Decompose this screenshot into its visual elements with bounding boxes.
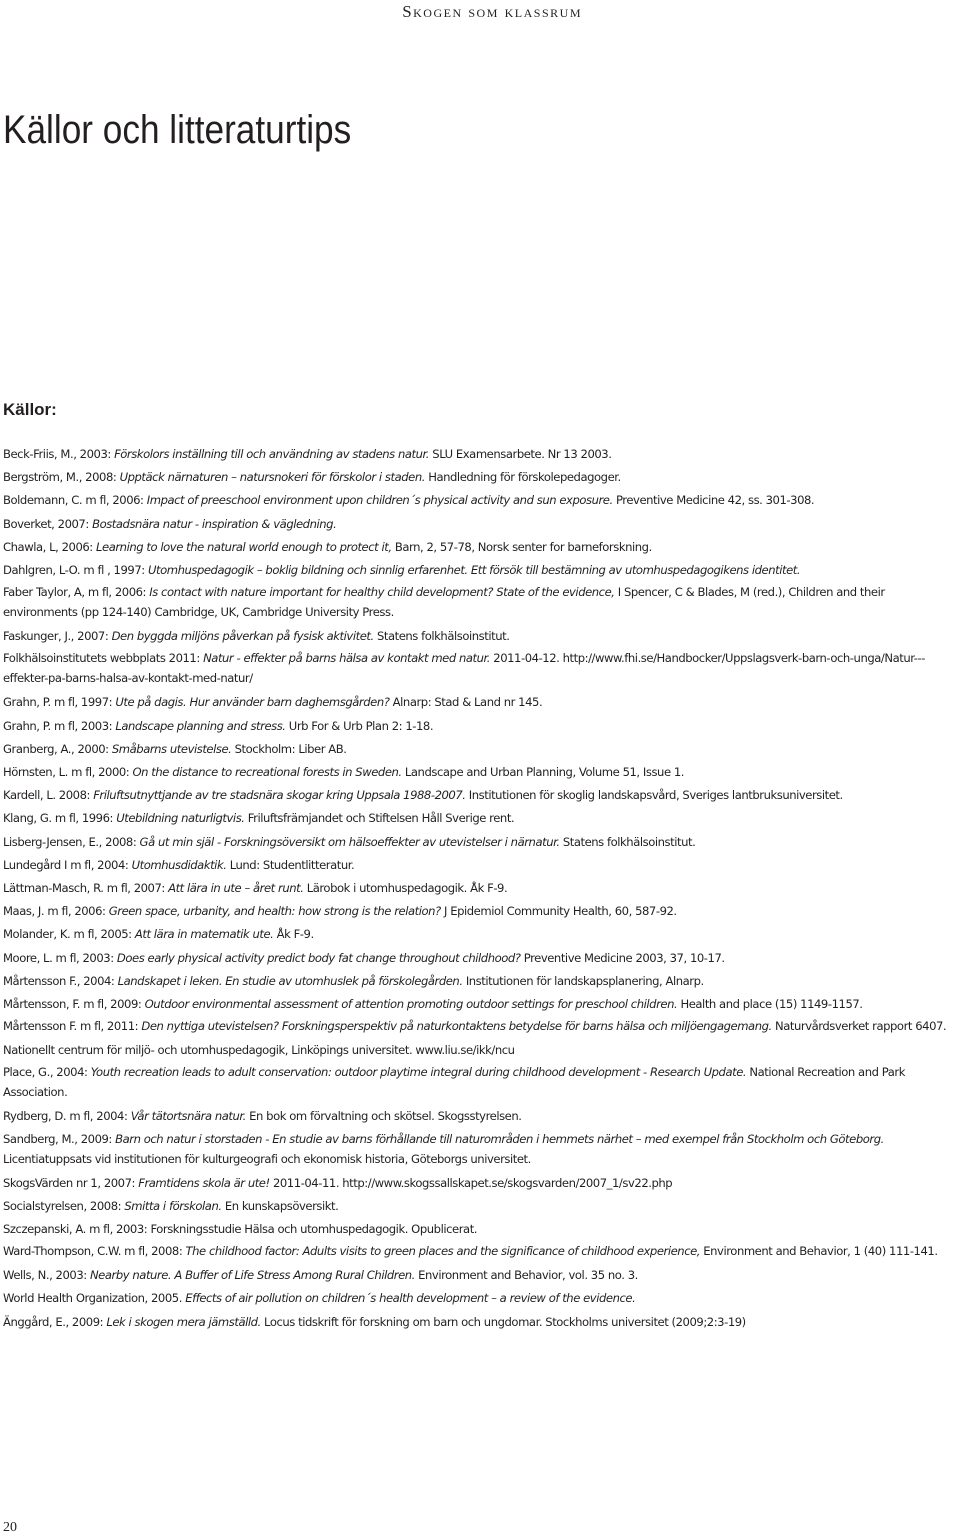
reference-item	[3, 443, 960, 466]
reference-author: Szczepanski, A. m fl, 2003: Forskningsstudie Hälsa och utomhuspedagogik. Opublicerat.	[3, 1222, 478, 1237]
reference-title: Småbarns utevistelse.	[111, 741, 232, 756]
reference-title: Smitta i förskolan.	[124, 1198, 222, 1213]
reference-item	[3, 1129, 960, 1169]
reference-item	[3, 1062, 960, 1102]
reference-details: Lund: Studentlitteratur.	[226, 857, 355, 872]
reference-author: Kardell, L. 2008:	[3, 788, 94, 803]
reference-details: Statens folkhälsoinstitut.	[373, 629, 510, 644]
reference-title: Ute på dagis. Hur använder barn daghemsgården?	[115, 695, 390, 710]
reference-item	[3, 513, 960, 536]
reference-author: Lundegård I m fl, 2004:	[3, 857, 132, 872]
reference-list	[3, 443, 960, 1334]
reference-item	[3, 1039, 960, 1062]
reference-details: Naturvårdsverket rapport 6407.	[771, 1019, 947, 1034]
reference-details: Landscape and Urban Planning, Volume 51, Issue 1.	[401, 765, 685, 780]
reference-details: Friluftsfrämjandet och Stiftelsen Håll Sverige rent.	[244, 811, 515, 826]
page-title: Källor och litteraturtips	[3, 108, 352, 152]
reference-title: Den nyttiga utevistelsen? Forskningsperspektiv på naturkontaktens betydelse för barns hälsa och miljöengagemang.	[141, 1019, 772, 1034]
reference-title: Att lära in ute – året runt.	[168, 881, 304, 896]
reference-details: Statens folkhälsoinstitut.	[559, 834, 696, 849]
reference-details: I Spencer, C & Blades, M (red.), Children and their environments (pp 124-140) Cambridge, UK, Cambridge University Press.	[3, 585, 885, 620]
reference-details: 2011-04-12. http://www.fhi.se/Handbocker/Uppslagsverk-barn-och-unga/Natur---effekter-pa-barns-halsa-av-kontakt-med-natur/	[3, 651, 926, 686]
reference-author: Faskunger, J., 2007:	[3, 629, 112, 644]
reference-author: Beck-Friis, M., 2003:	[3, 447, 115, 461]
reference-title: Nearby nature. A Buffer of Life Stress Among Rural Children.	[89, 1268, 415, 1283]
reference-item	[3, 923, 960, 946]
reference-author: Grahn, P. m fl, 1997:	[3, 695, 116, 710]
reference-title: Effects of air pollution on children´s health development – a review of the evidence.	[185, 1291, 636, 1306]
reference-author: Änggård, E., 2009:	[3, 1314, 107, 1329]
reference-details: Environment and Behavior, 1 (40) 111-141.	[700, 1244, 938, 1259]
reference-title: Impact of preeschool environment upon children´s physical activity and sun exposure.	[146, 493, 613, 508]
reference-title: Youth recreation leads to adult conservation: outdoor playtime integral during childhood development - Research Update.	[90, 1065, 747, 1080]
reference-author: SkogsVärden nr 1, 2007:	[3, 1175, 139, 1190]
reference-author: Wells, N., 2003:	[3, 1268, 90, 1283]
reference-details: Licentiatuppsats vid institutionen för kulturgeografi och ekonomisk historia, Göteborgs universitet.	[3, 1151, 531, 1166]
reference-title: Bostadsnära natur - inspiration & vägledning.	[92, 516, 337, 531]
reference-details: Institutionen för skoglig landskapsvård, Sveriges lantbruksuniversitet.	[465, 788, 843, 803]
reference-details: Preventive Medicine 2003, 37, 10-17.	[520, 950, 725, 965]
reference-title: The childhood factor: Adults visits to green places and the significance of childhood experience,	[185, 1244, 701, 1259]
reference-author: Sandberg, M., 2009:	[3, 1131, 116, 1146]
reference-title: Utomhuspedagogik – boklig bildning och sinnlig erfarenhet. Ett försök till bestämning av utomhuspedagogikens identitet.	[147, 563, 801, 578]
reference-item	[3, 536, 960, 559]
reference-author: Klang, G. m fl, 1996:	[3, 811, 117, 826]
reference-details: Åk F-9.	[273, 927, 314, 942]
reference-author: Lisberg-Jensen, E., 2008:	[3, 834, 140, 849]
reference-item	[3, 466, 960, 489]
reference-author: Granberg, A., 2000:	[3, 741, 112, 756]
reference-title: Upptäck närnaturen – natursnokeri för förskolor i staden.	[119, 470, 425, 485]
reference-details: Handledning för förskolepedagoger.	[424, 470, 621, 485]
reference-title: Is contact with nature important for healthy child development? State of the evidence,	[149, 585, 615, 600]
reference-author: Chawla, L, 2006:	[3, 539, 97, 554]
reference-author: Hörnsten, L. m fl, 2000:	[3, 765, 133, 780]
reference-author: Bergström, M., 2008:	[3, 470, 120, 485]
reference-item	[3, 1287, 960, 1310]
reference-author: Place, G., 2004:	[3, 1065, 91, 1080]
reference-title: Outdoor environmental assessment of attention promoting outdoor settings for preschool children.	[144, 997, 678, 1012]
reference-author: Socialstyrelsen, 2008:	[3, 1198, 125, 1213]
reference-title: Natur - effekter på barns hälsa av kontakt med natur.	[203, 651, 491, 666]
reference-title: Vår tätortsnära natur.	[130, 1109, 246, 1124]
reference-author: Boldemann, C. m fl, 2006:	[3, 493, 147, 508]
reference-author: Molander, K. m fl, 2005:	[3, 927, 135, 942]
reference-item	[3, 738, 960, 761]
reference-title: Landscape planning and stress.	[115, 718, 286, 733]
reference-item	[3, 807, 960, 830]
reference-author: Mårtensson, F. m fl, 2009:	[3, 997, 145, 1012]
reference-item	[3, 1172, 960, 1195]
reference-author: Mårtensson F., 2004:	[3, 973, 118, 988]
reference-details: National Recreation and Park Association.	[3, 1065, 905, 1100]
page-number: 20	[3, 1520, 17, 1535]
reference-details: 2011-04-11. http://www.skogssallskapet.se/skogsvarden/2007_1/sv22.php	[269, 1175, 673, 1190]
reference-item	[3, 970, 960, 993]
reference-title: Framtidens skola är ute!	[138, 1175, 270, 1190]
reference-title: On the distance to recreational forests in Sweden.	[132, 765, 402, 780]
reference-details: En bok om förvaltning och skötsel. Skogsstyrelsen.	[245, 1109, 522, 1124]
reference-item	[3, 1241, 960, 1261]
reference-item	[3, 831, 960, 854]
reference-details: Institutionen för landskapsplanering, Alnarp.	[462, 973, 704, 988]
reference-title: Gå ut min själ - Forskningsöversikt om hälsoeffekter av utevistelser i närnatur.	[139, 834, 560, 849]
reference-item	[3, 1016, 960, 1036]
reference-item	[3, 761, 960, 784]
reference-details: J Epidemiol Community Health, 60, 587-92.	[440, 904, 677, 919]
reference-item	[3, 715, 960, 738]
reference-item	[3, 900, 960, 923]
reference-item	[3, 691, 960, 714]
reference-item	[3, 625, 960, 648]
reference-title: Barn och natur i storstaden - En studie av barns förhållande till naturområden i hemmets närhet – med exempel från Stockholm och Göteborg.	[115, 1131, 884, 1146]
reference-item	[3, 1218, 960, 1241]
reference-item	[3, 559, 960, 582]
reference-item	[3, 784, 960, 807]
reference-details: Lärobok i utomhuspedagogik. Åk F-9.	[303, 881, 508, 896]
reference-author: Folkhälsoinstitutets webbplats 2011:	[3, 651, 204, 666]
reference-item	[3, 1264, 960, 1287]
running-head: Skogen som klassrum	[402, 2, 582, 21]
reference-author: Maas, J. m fl, 2006:	[3, 904, 109, 919]
reference-title: Att lära in matematik ute.	[134, 927, 274, 942]
reference-title: Lek i skogen mera jämställd.	[106, 1314, 261, 1329]
reference-details: SLU Examensarbete. Nr 13 2003.	[429, 447, 612, 461]
reference-author: Lättman-Masch, R. m fl, 2007:	[3, 881, 169, 896]
reference-author: Dahlgren, L-O. m fl , 1997:	[3, 563, 148, 578]
reference-details: Locus tidskrift för forskning om barn och ungdomar. Stockholms universitet (2009;2:3-19)	[260, 1314, 746, 1329]
reference-details: Barn, 2, 57-78, Norsk senter for barneforskning.	[391, 539, 652, 554]
reference-title: Green space, urbanity, and health: how strong is the relation?	[108, 904, 441, 919]
reference-item	[3, 489, 960, 512]
reference-title: Utebildning naturligtvis.	[116, 811, 245, 826]
reference-item	[3, 947, 960, 970]
reference-title: Utomhusdidaktik.	[131, 857, 227, 872]
reference-title: Förskolors inställning till och användning av stadens natur.	[114, 447, 430, 461]
section-heading: Källor:	[3, 400, 57, 419]
reference-details: Preventive Medicine 42, ss. 301-308.	[612, 493, 815, 508]
reference-details: Stockholm: Liber AB.	[231, 741, 347, 756]
reference-title: Landskapet i leken. En studie av utomhuslek på förskolegården.	[117, 973, 463, 988]
reference-author: Boverket, 2007:	[3, 516, 93, 531]
reference-author: World Health Organization, 2005.	[3, 1291, 186, 1306]
reference-item	[3, 854, 960, 877]
reference-title: Friluftsutnyttjande av tre stadsnära skogar kring Uppsala 1988-2007.	[93, 788, 466, 803]
reference-title: Learning to love the natural world enough to protect it,	[96, 539, 392, 554]
reference-item	[3, 1311, 960, 1334]
reference-title: Does early physical activity predict body fat change throughout childhood?	[116, 950, 521, 965]
reference-details: Alnarp: Stad & Land nr 145.	[389, 695, 543, 710]
reference-item	[3, 648, 960, 688]
reference-details: Environment and Behavior, vol. 35 no. 3.	[414, 1268, 638, 1283]
reference-item	[3, 1195, 960, 1218]
reference-title: Den byggda miljöns påverkan på fysisk aktivitet.	[111, 629, 374, 644]
reference-item	[3, 877, 960, 900]
reference-item	[3, 582, 960, 622]
reference-author: Moore, L. m fl, 2003:	[3, 950, 117, 965]
reference-author: Grahn, P. m fl, 2003:	[3, 718, 116, 733]
reference-author: Mårtensson F. m fl, 2011:	[3, 1019, 142, 1034]
reference-item	[3, 993, 960, 1016]
reference-author: Nationellt centrum för miljö- och utomhuspedagogik, Linköpings universitet. www.liu.se/ikk/ncu	[3, 1043, 515, 1058]
reference-author: Faber Taylor, A, m fl, 2006:	[3, 585, 150, 600]
reference-author: Ward-Thompson, C.W. m fl, 2008:	[3, 1244, 186, 1259]
reference-details: En kunskapsöversikt.	[221, 1198, 339, 1213]
reference-details: Urb For & Urb Plan 2: 1-18.	[285, 718, 434, 733]
reference-details: Health and place (15) 1149-1157.	[677, 997, 863, 1012]
reference-item	[3, 1105, 960, 1128]
reference-author: Rydberg, D. m fl, 2004:	[3, 1109, 131, 1124]
